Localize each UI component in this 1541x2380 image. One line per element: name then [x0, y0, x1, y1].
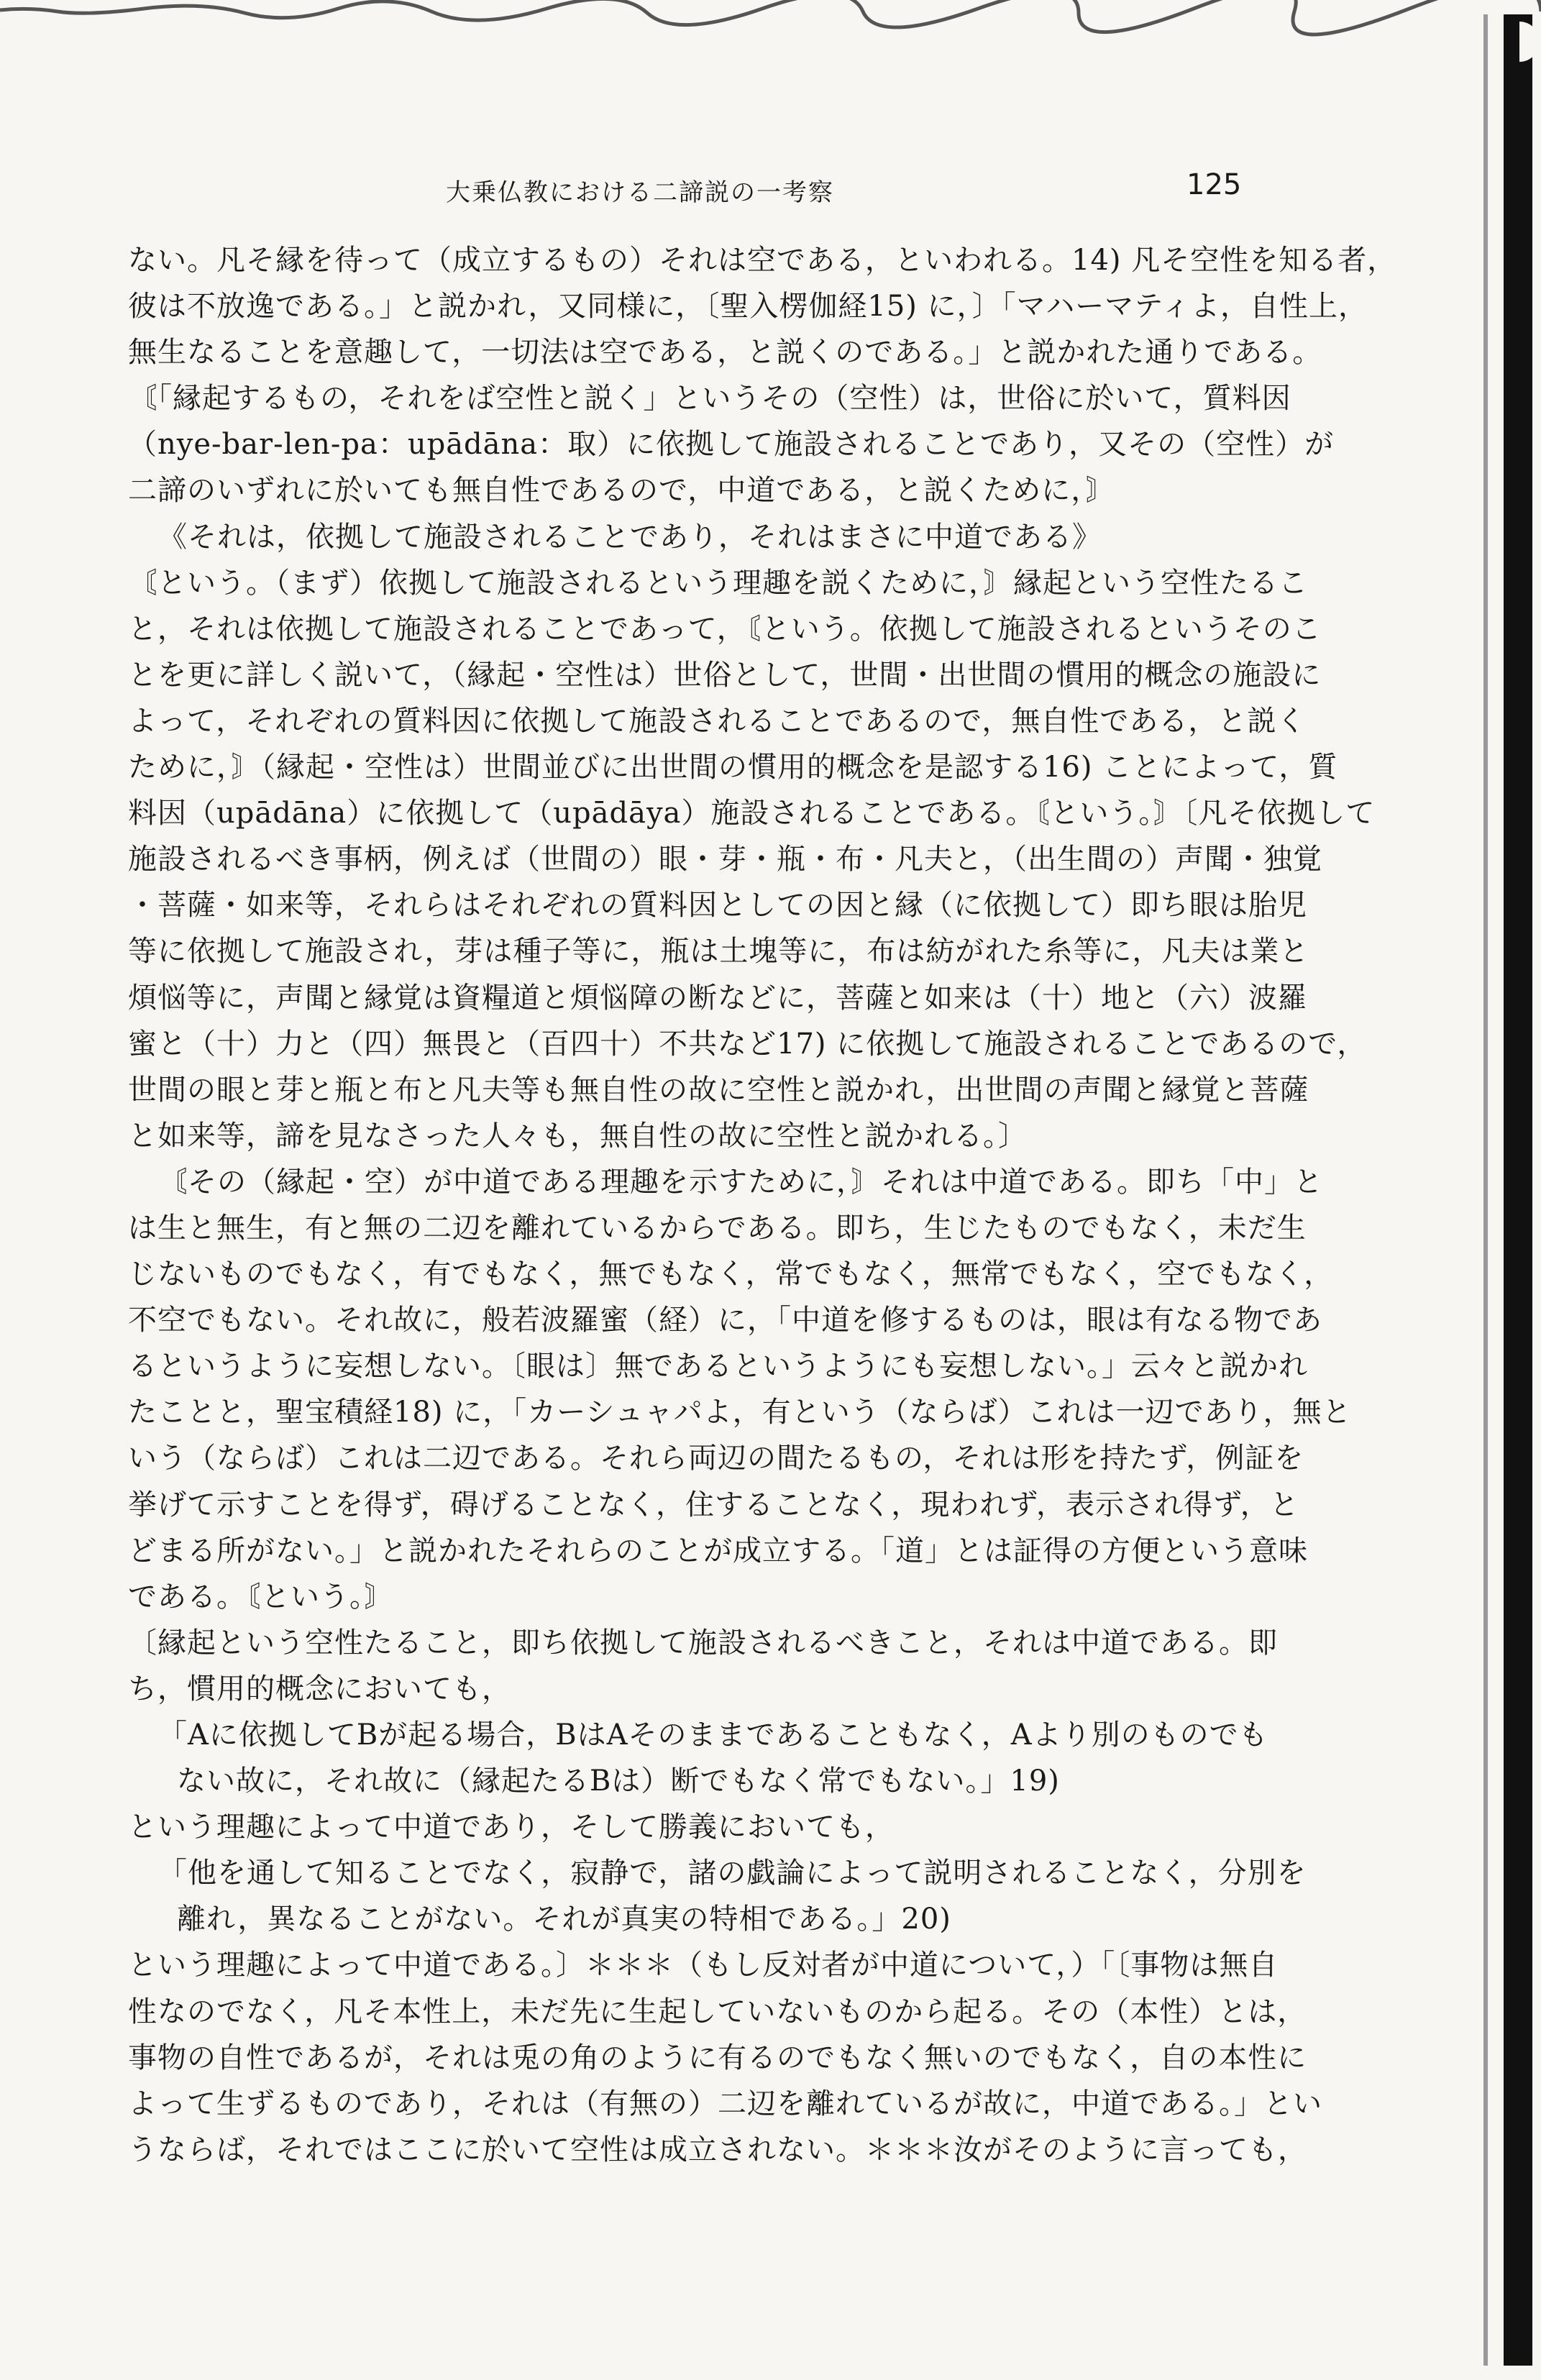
- text-line: 彼は不放逸である。」と説かれ，又同様に，〔聖入楞伽経15) に，〕「マハーマティよ，自性上，: [128, 290, 1368, 324]
- text-line: （nye-bar-len-pa：upādāna：取）に依拠して施設されることであり，又その（空性）が: [128, 428, 1335, 462]
- text-line: ち，慣用的概念においても，: [128, 1672, 511, 1706]
- text-line: ために，〙（縁起・空性は）世間並びに出世間の慣用的概念を是認する16) ことによって，質: [128, 751, 1338, 784]
- page-header: [0, 168, 1541, 216]
- text-line: いう（ならば）これは二辺である。それら両辺の間たるもの，それは形を持たず，例証を: [128, 1442, 1304, 1475]
- text-line: たことと，聖宝積経18) に，「カーシュャパよ，有という（ならば）これは一辺であり，無と: [128, 1396, 1352, 1429]
- text-line: とを更に詳しく説いて，（縁起・空性は）世俗として，世間・出世間の慣用的概念の施設に: [128, 658, 1322, 692]
- text-line: という理趣によって中道であり，そして勝義においても，: [128, 1811, 895, 1844]
- text-line: 〘「縁起するもの，それをば空性と説く」というその（空性）は，世俗に於いて，質料因: [128, 382, 1291, 416]
- text-line: 〘その（縁起・空）が中道である理趣を示すために，〙それは中道である。即ち「中」と: [158, 1165, 1323, 1199]
- text-line: 等に依拠して施設され，芽は種子等に，瓶は土塊等に，布は紡がれた糸等に，凡夫は業と: [128, 935, 1309, 969]
- text-line: 〘という。（まず）依拠して施設されるという理趣を説くために，〙縁起という空性たるこ: [128, 566, 1308, 600]
- body-text: [128, 237, 1397, 2173]
- quote-line: 「Aに依拠してBが起る場合，BはAそのままであることもなく，Aより別のものでも: [158, 1718, 1268, 1752]
- text-line: よって，それぞれの質料因に依拠して施設されることであるので，無自性である，と説く: [128, 704, 1307, 738]
- text-line: 性なのでなく，凡そ本性上，未だ先に生起していないものから起る。その（本性）とは，: [128, 1995, 1307, 2028]
- text-line: と如来等，諦を見なさった人々も，無自性の故に空性と説かれる。〕: [128, 1119, 1028, 1153]
- text-line: よって生ずるものであり，それは（有無の）二辺を離れているが故に，中道である。」とい: [128, 2087, 1322, 2120]
- text-line: 煩悩等に，声聞と縁覚は資糧道と煩悩障の断などに，菩薩と如来は（十）地と（六）波羅: [128, 981, 1307, 1015]
- text-line: るというように妄想しない。〔眼は〕無であるというようにも妄想しない。」云々と説かれ: [128, 1350, 1308, 1383]
- text-line: 〔縁起という空性たること，即ち依拠して施設されるべきこと，それは中道である。即: [128, 1626, 1278, 1660]
- text-line: 《それは，依拠して施設されることであり，それはまさに中道である》: [158, 520, 1102, 554]
- scan-right-edge: [1476, 0, 1541, 2380]
- quote-line: 離れ，異なることがない。それが真実の特相である。」20): [177, 1903, 951, 1936]
- text-line: 蜜と（十）力と（四）無畏と（百四十）不共など17) に依拠して施設されることであるので，: [128, 1027, 1367, 1061]
- text-line: という理趣によって中道である。〕＊＊＊（もし反対者が中道について，）「〔事物は無自: [128, 1949, 1279, 1982]
- text-line: うならば，それではここに於いて空性は成立されない。＊＊＊汝がそのように言っても，: [128, 2133, 1307, 2166]
- text-line: 不空でもない。それ故に，般若波羅蜜（経）に，「中道を修するものは，眼は有なる物であ: [128, 1304, 1322, 1337]
- text-line: 施設されるべき事柄，例えば（世間の）眼・芽・瓶・布・凡夫と，（出生間の）声聞・独覚: [128, 843, 1322, 877]
- quote-line: ない故に，それ故に（縁起たるBは）断でもなく常でもない。」19): [177, 1765, 1060, 1798]
- text-line: 事物の自性であるが，それは兎の角のように有るのでもなく無いのでもなく，自の本性に: [128, 2041, 1307, 2074]
- text-line: じないものでもなく，有でもなく，無でもなく，常でもなく，無常でもなく，空でもなく，: [128, 1258, 1334, 1291]
- text-line: 挙げて示すことを得ず，碍げることなく，住することなく，現われず，表示され得ず，と: [128, 1488, 1299, 1521]
- text-line: ・菩薩・如来等，それらはそれぞれの質料因としての因と縁（に依拠して）即ち眼は胎児: [128, 889, 1307, 923]
- text-line: は生と無生，有と無の二辺を離れているからである。即ち，生じたものでもなく，未だ生: [128, 1211, 1307, 1245]
- text-line: 無生なることを意趣して，一切法は空である，と説くのである。」と説かれた通りである。: [128, 336, 1322, 370]
- text-line: どまる所がない。」と説かれたそれらのことが成立する。「道」とは証得の方便という意味: [128, 1534, 1308, 1567]
- quote-line: 「他を通して知ることでなく，寂静で，諸の戯論によって説明されることなく，分別を: [158, 1857, 1307, 1890]
- text-line: 世間の眼と芽と瓶と布と凡夫等も無自性の故に空性と説かれ，出世間の声聞と縁覚と菩薩: [128, 1073, 1309, 1107]
- page-number: 125: [1186, 168, 1242, 201]
- text-line: 料因（upādāna）に依拠して（upādāya）施設されることである。〘という。〙〔凡そ依拠して: [128, 797, 1376, 830]
- text-line: と，それは依拠して施設されることであって，〘という。依拠して施設されるというそのこ: [128, 612, 1322, 646]
- text-line: 二諦のいずれに於いても無自性であるので，中道である，と説くために，〙: [128, 474, 1116, 508]
- scan-top-edge: [0, 0, 1541, 43]
- text-line: ない。凡そ縁を待って（成立するもの）それは空である，といわれる。14) 凡そ空性を知る者，: [128, 244, 1397, 277]
- text-line: である。〘という。〙: [128, 1580, 394, 1614]
- running-title: 大乗仏教における二諦説の一考察: [446, 178, 834, 207]
